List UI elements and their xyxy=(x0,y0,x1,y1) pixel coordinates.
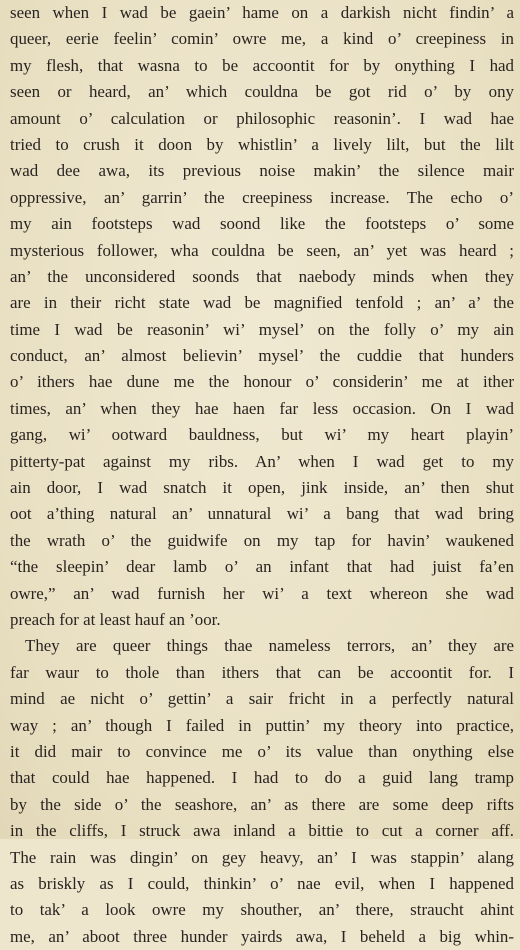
paragraph-2 xyxy=(10,633,514,950)
text-line: me, an’ aboot three hunder yairds awa, I beheld a big whin- xyxy=(10,926,514,946)
text-line: as briskly as I could, thinkin’ o’ nae evil, when I happened xyxy=(10,873,514,893)
text-line: an’ the unconsidered soonds that naebody minds when they xyxy=(10,266,514,286)
text-line: owre,” an’ wad furnish her wi’ a text whereon she wad xyxy=(10,583,514,603)
text-line: queer, eerie feelin’ comin’ owre me, a kind o’ creepiness in xyxy=(10,29,514,49)
text-line: by the side o’ the seashore, an’ as there are some deep rifts xyxy=(10,794,514,814)
text-line: mind ae nicht o’ gettin’ a sair fricht in a perfectly natural xyxy=(10,689,514,709)
text-line: seen when I wad be gaein’ hame on a darkish nicht findin’ a xyxy=(10,3,514,22)
text-line: They are queer things thae nameless terrors, an’ they are xyxy=(25,636,514,656)
text-line: the wrath o’ the guidwife on my tap for havin’ waukened xyxy=(10,530,514,550)
text-line: far waur to thole than ithers that can be accoontit for. I xyxy=(10,662,514,682)
page-text xyxy=(10,0,514,950)
paragraph-1 xyxy=(10,0,514,633)
text-line: ain door, I wad snatch it open, jink inside, an’ then shut xyxy=(10,478,514,498)
text-line: times, an’ when they hae haen far less occasion. On I wad xyxy=(10,398,514,418)
text-line: time I wad be reasonin’ wi’ mysel’ on the folly o’ my ain xyxy=(10,319,514,339)
text-line: mysterious follower, wha couldna be seen, an’ yet was heard ; xyxy=(10,240,514,260)
text-line: that could hae happened. I had to do a guid lang tramp xyxy=(10,768,514,788)
text-line: my flesh, that wasna to be accoontit for by onything I had xyxy=(10,55,514,75)
text-line: my ain footsteps wad soond like the footsteps o’ some xyxy=(10,214,514,234)
text-line: seen or heard, an’ which couldna be got rid o’ by ony xyxy=(10,82,514,102)
text-line: to tak’ a look owre my shouther, an’ there, straucht ahint xyxy=(10,900,514,920)
text-line: amount o’ calculation or philosophic reasonin’. I wad hae xyxy=(10,108,514,128)
text-line: in the cliffs, I struck awa inland a bittie to cut a corner aff. xyxy=(10,821,514,841)
text-line: conduct, an’ almost believin’ mysel’ the cuddie that hunders xyxy=(10,346,514,366)
text-line: oot a’thing natural an’ unnatural wi’ a bang that wad bring xyxy=(10,504,514,524)
text-line: The rain was dingin’ on gey heavy, an’ I was stappin’ alang xyxy=(10,847,514,867)
text-line: are in their richt state wad be magnified tenfold ; an’ a’ the xyxy=(10,293,514,313)
text-line: pitterty-pat against my ribs. An’ when I wad get to my xyxy=(10,451,514,471)
text-line: wad dee awa, its previous noise makin’ the silence mair xyxy=(10,161,514,181)
text-line: it did mair to convince me o’ its value than onything else xyxy=(10,741,514,761)
text-line: tried to crush it doon by whistlin’ a lively lilt, but the lilt xyxy=(10,134,514,154)
text-line: preach for at least hauf an ’oor. xyxy=(10,609,221,629)
text-line: way ; an’ though I failed in puttin’ my theory into practice, xyxy=(10,715,514,735)
text-line: gang, wi’ ootward bauldness, but wi’ my heart playin’ xyxy=(10,425,514,445)
text-line: o’ ithers hae dune me the honour o’ considerin’ me at ither xyxy=(10,372,514,392)
text-line: “the sleepin’ dear lamb o’ an infant that had juist fa’en xyxy=(10,557,514,577)
text-line: oppressive, an’ garrin’ the creepiness increase. The echo o’ xyxy=(10,187,514,207)
